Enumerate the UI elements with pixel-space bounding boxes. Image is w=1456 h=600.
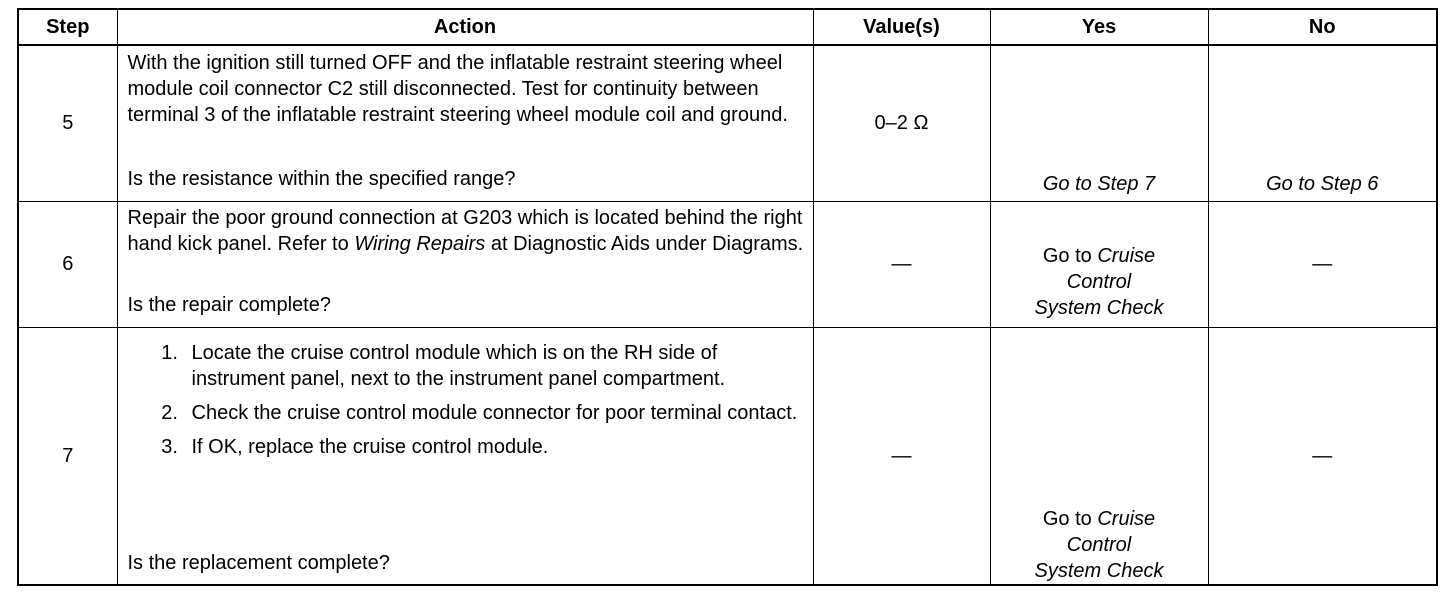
value-cell xyxy=(813,201,990,327)
yes-ref-line-3: System Check xyxy=(1034,560,1164,582)
action-steps-list xyxy=(128,328,805,460)
step-number: 5 xyxy=(18,45,117,201)
wiring-repairs-ref[interactable]: Wiring Repairs xyxy=(354,232,486,255)
action-question: Is the repair complete? xyxy=(127,293,331,316)
action-text xyxy=(128,202,805,257)
value-dash: — xyxy=(891,253,912,275)
value-text: 0–2 Ω xyxy=(874,112,929,135)
no-dash: — xyxy=(1312,253,1333,275)
step-number: 6 xyxy=(18,201,117,327)
yes-ref-line-1: Cruise xyxy=(1097,244,1156,267)
diagnostic-table xyxy=(17,8,1438,586)
table-row-step-7 xyxy=(18,327,1437,585)
no-cell xyxy=(1208,45,1437,201)
no-cell xyxy=(1208,201,1437,327)
no-cell xyxy=(1208,327,1437,585)
action-question: Is the replacement complete? xyxy=(127,551,390,574)
header-action: Action xyxy=(117,9,813,45)
no-link[interactable]: Go to Step 6 xyxy=(1266,172,1379,195)
yes-cell xyxy=(990,45,1208,201)
header-yes: Yes xyxy=(990,9,1208,45)
action-text: With the ignition still turned OFF and the inflatable restraint steering wheel module coil connector C2 still disconnected. Test for continuity between terminal 3 of the inflatable restraint steering wheel module coil and ground. xyxy=(127,52,788,126)
value-cell xyxy=(813,45,990,201)
step-number: 7 xyxy=(18,327,117,585)
yes-ref-line-3: System Check xyxy=(1034,296,1164,319)
yes-link[interactable] xyxy=(997,243,1202,321)
action-question: Is the resistance within the specified range? xyxy=(127,168,516,190)
no-dash: — xyxy=(1312,444,1333,467)
yes-prefix: Go to xyxy=(1042,508,1092,530)
action-step-item: 2. Check the cruise control module connector for poor terminal contact. xyxy=(184,400,805,426)
action-cell xyxy=(117,45,813,201)
action-cell xyxy=(117,201,813,327)
yes-ref-line-2: Control xyxy=(1066,270,1132,293)
action-step-item: 1. Locate the cruise control module which is on the RH side of instrument panel, next to the instrument panel compartment. xyxy=(184,340,805,392)
action-step-item: 3. If OK, replace the cruise control module. xyxy=(184,434,805,460)
action-cell xyxy=(117,327,813,585)
yes-cell xyxy=(990,327,1208,585)
header-step: Step xyxy=(18,9,117,45)
header-values: Value(s) xyxy=(813,9,990,45)
yes-link[interactable] xyxy=(997,506,1202,584)
table-row-step-5 xyxy=(18,45,1437,201)
yes-ref-line-2: Control xyxy=(1066,534,1132,556)
value-cell xyxy=(813,327,990,585)
yes-link[interactable]: Go to Step 7 xyxy=(1042,172,1156,195)
yes-cell xyxy=(990,201,1208,327)
yes-ref-line-1: Cruise xyxy=(1097,508,1156,530)
value-dash: — xyxy=(891,444,912,467)
yes-prefix: Go to xyxy=(1042,244,1092,267)
action-text-part-2: at Diagnostic Aids under Diagrams. xyxy=(490,232,804,255)
action-text-part-1: Repair the poor ground connection at G203 which is located behind the right hand kick panel. Refer to xyxy=(127,206,803,255)
table-row-step-6 xyxy=(18,201,1437,327)
header-row xyxy=(18,9,1437,45)
header-no: No xyxy=(1208,9,1437,45)
